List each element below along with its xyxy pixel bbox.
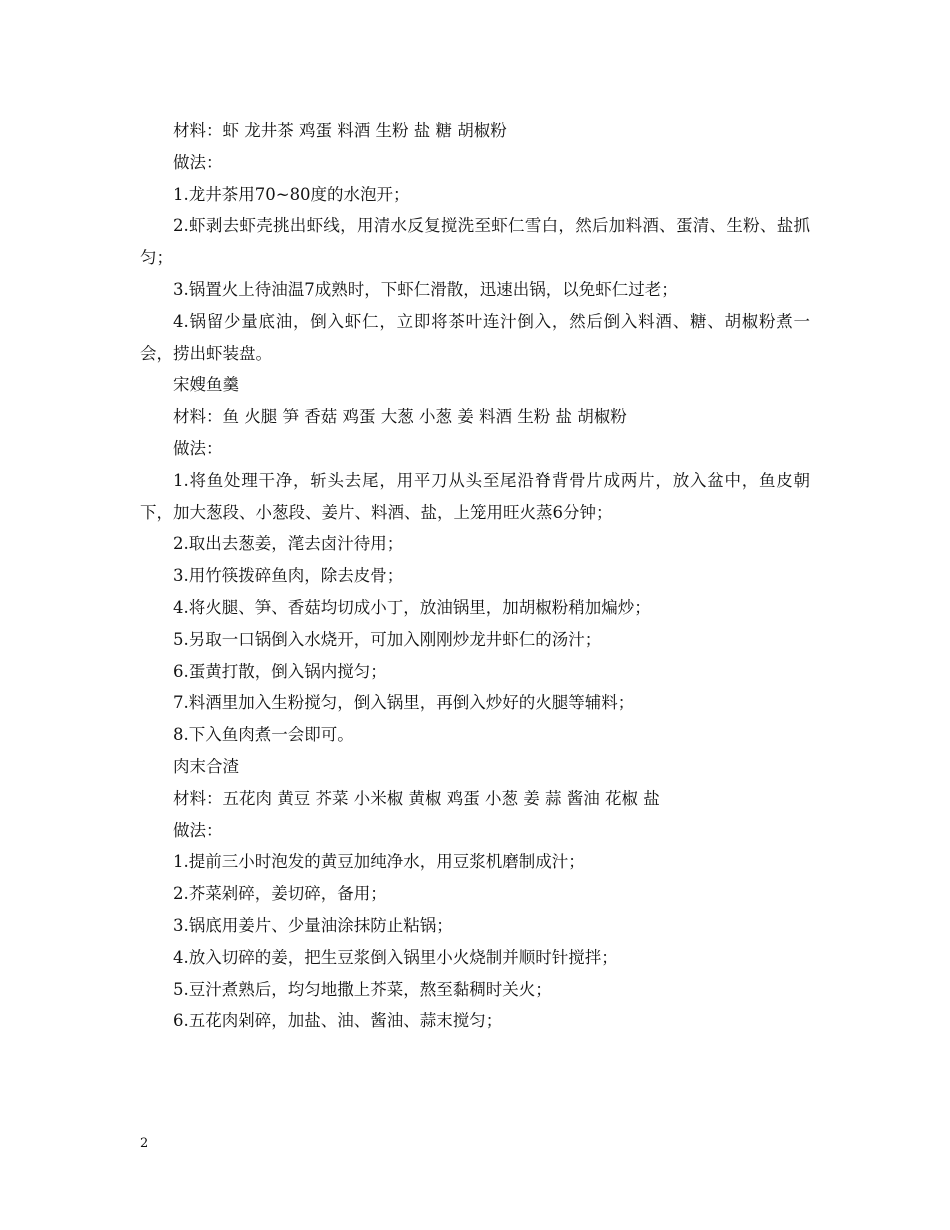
step-line: 5.豆汁煮熟后，均匀地撒上芥菜，熬至黏稠时关火；	[173, 979, 552, 999]
step-line: 6.五花肉剁碎，加盐、油、酱油、蒜末搅匀；	[173, 1011, 503, 1031]
ingredients-line: 材料：鱼 火腿 笋 香菇 鸡蛋 大葱 小葱 姜 料酒 生粉 盐 胡椒粉	[173, 407, 627, 427]
step-line: 4.锅留少量底油，倒入虾仁，立即将茶叶连汁倒入，然后倒入料酒、糖、胡椒粉煮一会，捞出虾装盘。	[140, 311, 810, 363]
page-body	[140, 115, 810, 1037]
step-line: 4.放入切碎的姜，把生豆浆倒入锅里小火烧制并顺时针搅拌；	[173, 947, 618, 967]
step-line: 8.下入鱼肉煮一会即可。	[173, 725, 354, 745]
method-heading: 做法：	[173, 820, 223, 840]
method-heading: 做法：	[173, 438, 223, 458]
step-line: 2.虾剥去虾壳挑出虾线，用清水反复搅洗至虾仁雪白，然后加料酒、蛋清、生粉、盐抓匀；	[140, 216, 810, 268]
step-line: 6.蛋黄打散，倒入锅内搅匀；	[173, 661, 387, 681]
step-line: 4.将火腿、笋、香菇均切成小丁，放油锅里，加胡椒粉稍加煸炒；	[173, 597, 651, 617]
ingredients-line: 材料：五花肉 黄豆 芥菜 小米椒 黄椒 鸡蛋 小葱 姜 蒜 酱油 花椒 盐	[173, 788, 660, 808]
step-line: 1.将鱼处理干净，斩头去尾，用平刀从头至尾沿脊背骨片成两片，放入盆中，鱼皮朝下，加大葱段、小葱段、姜片、料酒、盐，上笼用旺火蒸6分钟；	[140, 470, 810, 522]
step-line: 5.另取一口锅倒入水烧开，可加入刚刚炒龙井虾仁的汤汁；	[173, 629, 602, 649]
step-line: 1.龙井茶用70~80度的水泡开；	[173, 184, 410, 204]
step-line: 3.用竹筷拨碎鱼肉，除去皮骨；	[173, 566, 404, 586]
ingredients-line: 材料：虾 龙井茶 鸡蛋 料酒 生粉 盐 糖 胡椒粉	[173, 121, 507, 140]
step-line: 3.锅置火上待油温7成熟时，下虾仁滑散，迅速出锅，以免虾仁过老；	[173, 279, 678, 299]
recipe-title: 宋嫂鱼羹	[173, 375, 239, 395]
step-line: 2.芥菜剁碎，姜切碎，备用；	[173, 884, 387, 904]
step-line: 2.取出去葱姜，滗去卤汁待用；	[173, 534, 404, 554]
step-line: 1.提前三小时泡发的黄豆加纯净水，用豆浆机磨制成汁；	[173, 852, 585, 872]
step-line: 7.料酒里加入生粉搅匀，倒入锅里，再倒入炒好的火腿等辅料；	[173, 693, 635, 713]
page-number: 2	[140, 1136, 149, 1151]
step-line: 3.锅底用姜片、少量油涂抹防止粘锅；	[173, 915, 453, 935]
recipe-title: 肉末合渣	[173, 756, 239, 776]
method-heading: 做法：	[173, 152, 223, 172]
